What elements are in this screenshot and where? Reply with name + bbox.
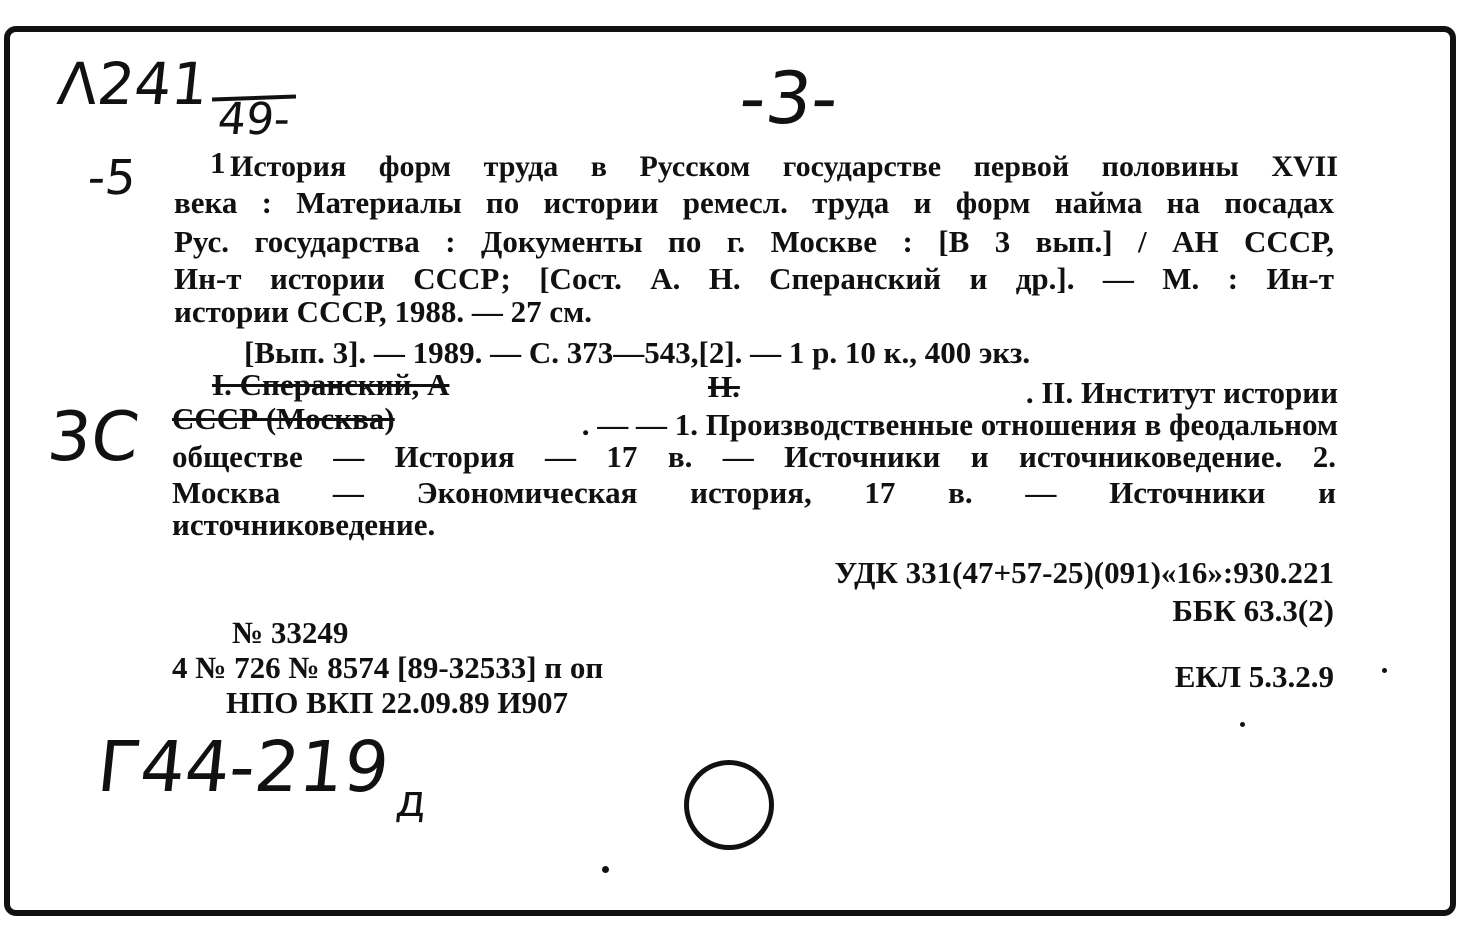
ekl-code: ЕКЛ 5.3.2.9 (1174, 659, 1334, 694)
handwritten-shelfmark-denominator: 49- (215, 94, 293, 145)
handwritten-margin-note: 3C (43, 398, 143, 477)
subjects-line-3: Москва — Экономическая история, 17 в. — Источники и (172, 475, 1336, 510)
struck-heading-4: СССР (Москва) (172, 401, 395, 436)
card-number: № 33249 (232, 615, 349, 650)
bbk-code: ББК 63.3(2) (1172, 593, 1334, 628)
handwritten-entry-marker: -5 (85, 150, 139, 206)
volume-line: [Вып. 3]. — 1989. — С. 373—543,[2]. — 1 р. 10 к., 400 экз. (244, 335, 1031, 370)
handwritten-bottom-code: Г44-219 (93, 726, 393, 808)
udk-code: УДК 331(47+57-25)(091)«16»:930.221 (834, 555, 1334, 590)
entry-number: 1 (210, 145, 226, 180)
punch-hole (684, 760, 774, 850)
handwritten-bottom-suffix: д (393, 776, 430, 827)
publisher-line: НПО ВКП 22.09.89 И907 (226, 685, 568, 720)
subjects-line-2: обществе — История — 17 в. — Источники и источниковедение. 2. (172, 439, 1336, 474)
ink-speck (1382, 668, 1387, 673)
struck-heading-2: Н. (708, 369, 740, 404)
subjects-line-1: . — — 1. Производственные отношения в феодальном (581, 407, 1338, 442)
struck-heading-3: . II. Институт истории (1025, 375, 1338, 410)
struck-heading-1: I. Сперанский, А (212, 367, 450, 402)
entry-title-line-5: истории СССР, 1988. — 27 см. (174, 294, 593, 329)
order-line: 4 № 726 № 8574 [89-32533] п оп (172, 650, 604, 685)
handwritten-shelfmark: Λ241 (54, 50, 212, 118)
ink-speck (1240, 722, 1245, 727)
subjects-line-4: источниковедение. (172, 507, 436, 542)
ink-speck (602, 866, 609, 873)
entry-title-line-3: Рус. государства : Документы по г. Москве : [В 3 вып.] / АН СССР, (174, 224, 1334, 259)
handwritten-page-marker: -3- (735, 56, 843, 140)
entry-title-line-2: века : Материалы по истории ремесл. труда и форм найма на посадах (174, 185, 1334, 220)
entry-title-line-4: Ин-т истории СССР; [Сост. А. Н. Сперанский и др.]. — М. : Ин-т (174, 261, 1334, 296)
entry-title-line-1: История форм труда в Русском государстве первой половины XVII (230, 150, 1338, 183)
